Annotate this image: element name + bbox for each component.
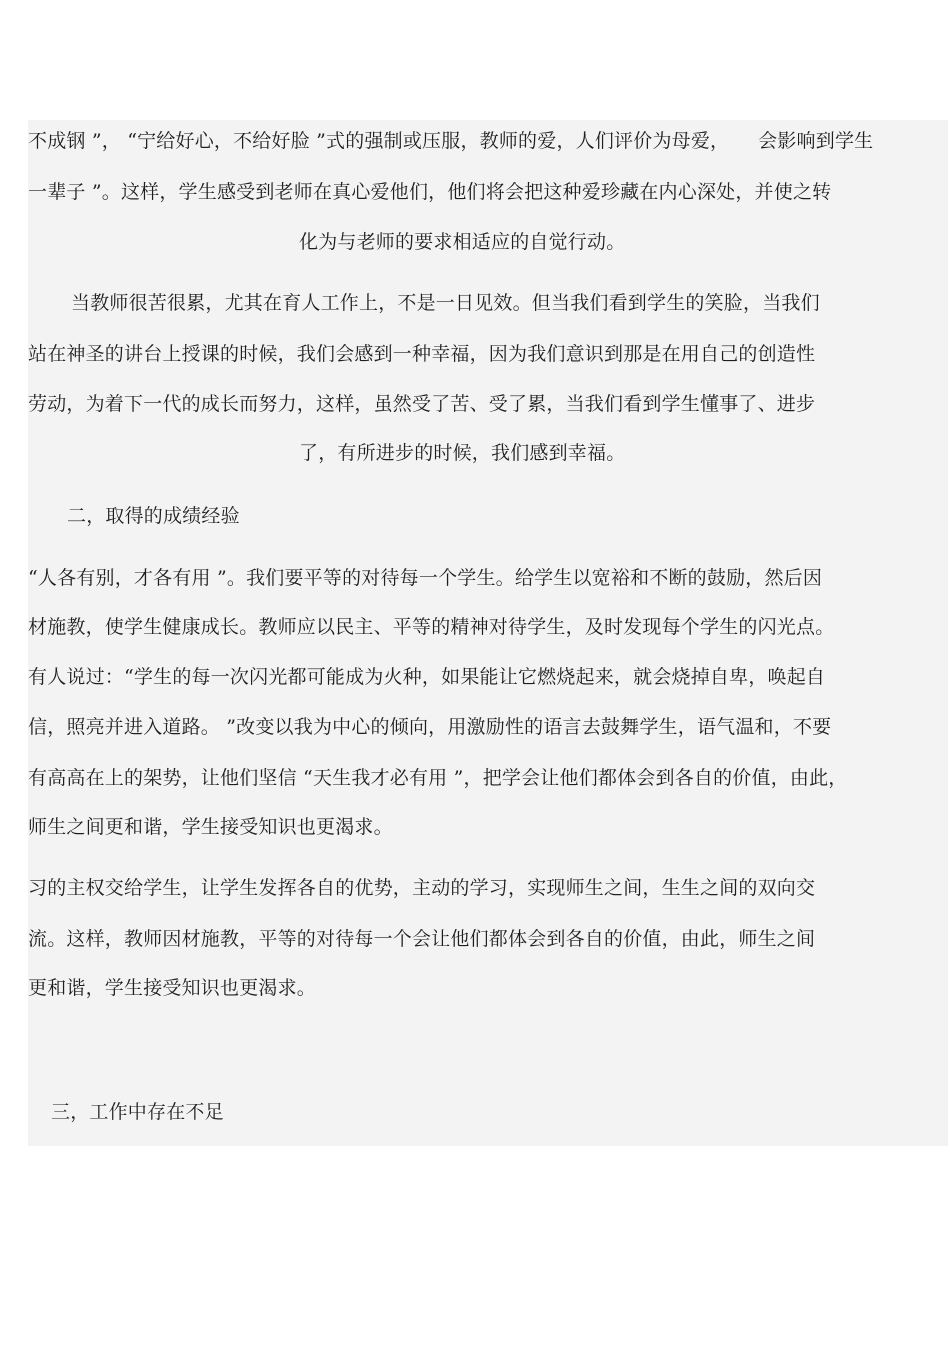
paragraph-4-line-2: 流。这样，教师因材施教，平等的对待每一个会让他们都体会到各自的价值，由此，师生之间 (28, 928, 816, 950)
section-heading-shortcomings: 三，工作中存在不足 (51, 1101, 224, 1123)
section-heading-achievements: 二，取得的成绩经验 (67, 505, 240, 527)
paragraph-4-line-1: 习的主权交给学生，让学生发挥各自的优势，主动的学习，实现师生之间，生生之间的双向交 (28, 877, 816, 899)
paragraph-2-line-1: 当教师很苦很累，尤其在育人工作上，不是一日见效。但当我们看到学生的笑脸，当我们 (71, 292, 820, 314)
paragraph-2-line-2: 站在神圣的讲台上授课的时候，我们会感到一种幸福，因为我们意识到那是在用自己的创造性 (28, 343, 816, 365)
paragraph-2-line-3: 劳动，为着下一代的成长而努力，这样，虽然受了苦、受了累，当我们看到学生懂事了、进步 (28, 393, 816, 415)
paragraph-3-line-2: 材施教，使学生健康成长。教师应以民主、平等的精神对待学生，及时发现每个学生的闪光点。 (28, 616, 835, 638)
paragraph-3-line-3: 有人说过：“学生的每一次闪光都可能成为火种，如果能让它燃烧起来，就会烧掉自卑，唤起自 (28, 666, 826, 688)
paragraph-4-line-3: 更和谐，学生接受知识也更渴求。 (28, 977, 317, 999)
paragraph-2-line-4: 了，有所进步的时候，我们感到幸福。 (299, 442, 626, 464)
paragraph-3-line-5: 有高高在上的架势，让他们坚信 “天生我才必有用 ”，把学会让他们都体会到各自的价值，由此， (28, 767, 848, 789)
paragraph-1-line-1: 不成钢 ”， “宁给好心，不给好脸 ”式的强制或压服，教师的爱，人们评价为母爱， 会影响到学生 (28, 130, 874, 152)
paragraph-3-line-1: “人各有别，才各有用 ”。我们要平等的对待每一个学生。给学生以宽裕和不断的鼓励，然后因 (28, 567, 823, 589)
paragraph-3-line-6: 师生之间更和谐，学生接受知识也更渴求。 (28, 816, 393, 838)
paragraph-3-line-4: 信，照亮并进入道路。 ”改变以我为中心的倾向，用激励性的语言去鼓舞学生，语气温和，不要 (28, 716, 832, 738)
paragraph-1-line-3: 化为与老师的要求相适应的自觉行动。 (299, 231, 626, 253)
paragraph-1-line-2: 一辈子 ”。这样，学生感受到老师在真心爱他们，他们将会把这种爱珍藏在内心深处，并使之转 (28, 181, 832, 203)
